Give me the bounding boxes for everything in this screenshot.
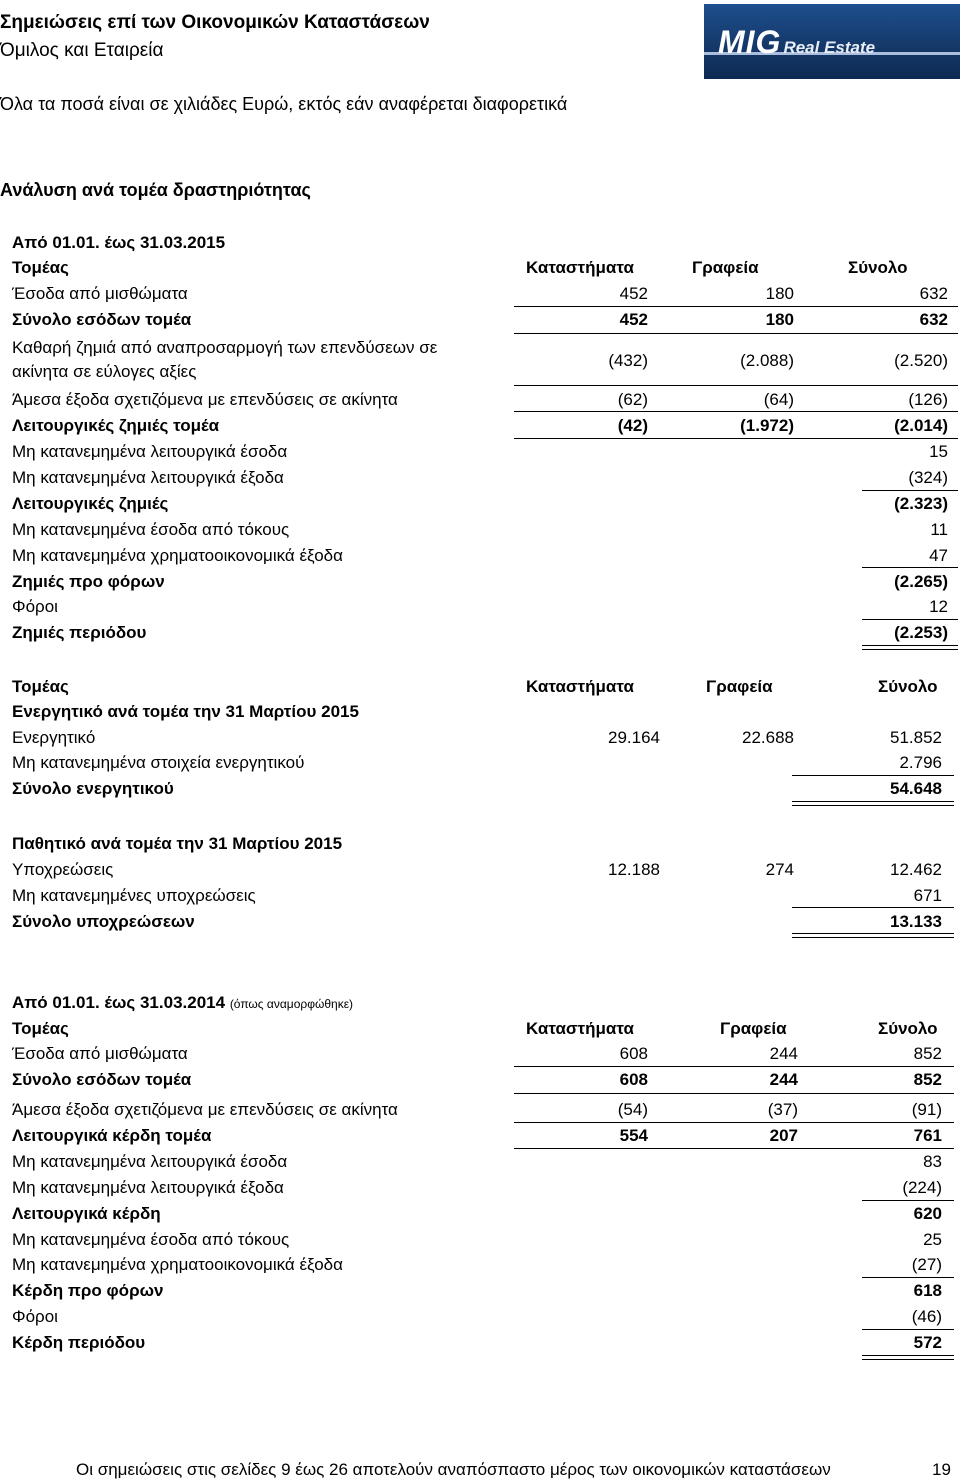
document-subtitle: Όμιλος και Εταιρεία: [0, 40, 164, 61]
assets-title-row: [12, 699, 958, 724]
rule: [514, 1093, 954, 1094]
row-label: Μη κατανεμημένα λειτουργικά έσοδα: [12, 442, 288, 461]
table-header-2014: [12, 1016, 958, 1041]
row-label: Φόροι: [12, 1307, 58, 1326]
document-title: Σημειώσεις επί των Οικονομικών Καταστάσεων: [0, 12, 430, 33]
table-row: [12, 883, 958, 908]
row-label: Άμεσα έξοδα σχετιζόμενα με επενδύσεις σε ακίνητα: [12, 1100, 398, 1119]
table-row: [12, 543, 958, 568]
table-row: [12, 307, 958, 332]
row-label: Καθαρή ζημιά από αναπροσαρμογή των επενδύσεων σε: [12, 338, 438, 357]
table-row: [12, 594, 958, 619]
table-row: [12, 1330, 958, 1355]
table-row: [12, 465, 958, 490]
value-stores: (432): [608, 351, 648, 370]
footer-note: Οι σημειώσεις στις σελίδες 9 έως 26 αποτελούν αναπόσπαστο μέρος των οικονομικών καταστάσεων: [76, 1460, 831, 1479]
row-label: Ζημιές περιόδου: [12, 623, 147, 642]
value-stores: 452: [619, 310, 648, 329]
period-2014-label: Από 01.01. έως 31.03.2014: [12, 993, 226, 1012]
logo-secondary: Real Estate: [783, 38, 876, 57]
value-total: (126): [908, 390, 948, 409]
value-total: (2.323): [894, 494, 948, 513]
row-label: Μη κατανεμημένα χρηματοοικονομικά έξοδα: [12, 1255, 343, 1274]
value-total: (2.520): [894, 351, 948, 370]
value-offices: (1.972): [740, 416, 794, 435]
currency-note: Όλα τα ποσά είναι σε χιλιάδες Ευρώ, εκτός εάν αναφέρεται διαφορετικά: [0, 94, 568, 114]
rule: [862, 567, 958, 568]
value-total: 83: [923, 1152, 942, 1171]
table-row: [12, 387, 958, 412]
value-total: (2.253): [894, 623, 948, 642]
row-label: Λειτουργικές ζημιές τομέα: [12, 416, 220, 435]
row-label: Μη κατανεμημένα λειτουργικά έξοδα: [12, 468, 284, 487]
value-offices: 244: [769, 1044, 798, 1063]
table-row: [12, 336, 958, 386]
value-total: (91): [911, 1100, 942, 1119]
header-total: Σύνολο: [878, 677, 938, 696]
double-rule: [862, 1355, 954, 1360]
row-label: Φόροι: [12, 597, 58, 616]
liabilities-title: Παθητικό ανά τομέα την 31 Μαρτίου 2015: [12, 834, 343, 853]
table-row: [12, 725, 958, 750]
table-row: [12, 1304, 958, 1329]
table-header-assets: [12, 674, 958, 699]
row-label: Λειτουργικά κέρδη τομέα: [12, 1126, 212, 1145]
value-offices: (64): [763, 390, 794, 409]
value-offices: (37): [767, 1100, 798, 1119]
table-row: [12, 1252, 958, 1277]
row-label: Λειτουργικά κέρδη: [12, 1204, 161, 1223]
mig-real-estate-logo: [704, 4, 960, 79]
value-total: 618: [913, 1281, 942, 1300]
value-total: 620: [913, 1204, 942, 1223]
row-label: Κέρδη περιόδου: [12, 1333, 146, 1352]
header-segment: Τομέας: [12, 677, 69, 696]
value-stores: 554: [619, 1126, 648, 1145]
value-stores: 608: [619, 1070, 648, 1089]
value-total: (27): [911, 1255, 942, 1274]
table-header-2015: [12, 255, 958, 280]
row-label: Μη κατανεμημένα έσοδα από τόκους: [12, 520, 290, 539]
value-offices: 180: [765, 310, 794, 329]
value-total: 13.133: [890, 912, 942, 931]
value-stores: 29.164: [608, 728, 660, 747]
value-offices: (2.088): [740, 351, 794, 370]
value-total: 852: [913, 1070, 942, 1089]
table-row: [12, 1278, 958, 1303]
value-stores: 608: [619, 1044, 648, 1063]
rule: [514, 385, 958, 386]
table-row: [12, 1149, 958, 1174]
period-2014-title: [12, 993, 353, 1013]
section-title: Ανάλυση ανά τομέα δραστηριότητας: [0, 180, 311, 200]
row-label: Λειτουργικές ζημιές: [12, 494, 169, 513]
table-row: [12, 491, 958, 516]
table-row: [12, 1227, 958, 1252]
row-label: Έσοδα από μισθώματα: [12, 284, 188, 303]
header-segment: Τομέας: [12, 258, 69, 277]
value-total: (324): [908, 468, 948, 487]
rule: [792, 907, 954, 908]
page-number: 19: [932, 1460, 951, 1479]
value-offices: 274: [765, 860, 794, 879]
row-label: Μη κατανεμημένες υποχρεώσεις: [12, 886, 256, 905]
header-total: Σύνολο: [848, 258, 908, 277]
value-total: 671: [913, 886, 942, 905]
row-label: Μη κατανεμημένα λειτουργικά έξοδα: [12, 1178, 284, 1197]
value-offices: 207: [769, 1126, 798, 1145]
table-row: [12, 909, 958, 934]
table-row: [12, 1175, 958, 1200]
value-total: (2.265): [894, 572, 948, 591]
double-rule: [792, 933, 954, 938]
value-offices: 180: [765, 284, 794, 303]
value-stores: (42): [617, 416, 648, 435]
period-2015-title: Από 01.01. έως 31.03.2015: [12, 233, 226, 252]
double-rule: [862, 645, 958, 650]
row-label: Ενεργητικό: [12, 728, 96, 747]
row-label: Έσοδα από μισθώματα: [12, 1044, 188, 1063]
value-total: 852: [913, 1044, 942, 1063]
table-row: [12, 857, 958, 882]
assets-title: Ενεργητικό ανά τομέα την 31 Μαρτίου 2015: [12, 702, 359, 721]
logo-text: [718, 24, 875, 61]
header-total: Σύνολο: [878, 1019, 938, 1038]
table-row: [12, 1041, 958, 1066]
value-total: 632: [919, 310, 948, 329]
row-label: Σύνολο ενεργητικού: [12, 779, 174, 798]
value-total: 12: [929, 597, 948, 616]
value-offices: 22.688: [742, 728, 794, 747]
header-segment: Τομέας: [12, 1019, 69, 1038]
value-total: 572: [913, 1333, 942, 1352]
row-label-continued: ακίνητα σε εύλογες αξίες: [12, 362, 197, 381]
header-stores: Καταστήματα: [526, 258, 634, 277]
value-total: 2.796: [899, 753, 942, 772]
double-rule: [792, 801, 954, 806]
table-row: [12, 281, 958, 306]
value-total: 25: [923, 1230, 942, 1249]
table-row: [12, 517, 958, 542]
rule: [514, 411, 958, 412]
value-stores: 452: [619, 284, 648, 303]
row-label: Ζημιές προ φόρων: [12, 572, 165, 591]
header-stores: Καταστήματα: [526, 677, 634, 696]
table-row: [12, 1097, 958, 1122]
header-offices: Γραφεία: [692, 258, 759, 277]
header-offices: Γραφεία: [706, 677, 773, 696]
value-total: 11: [930, 520, 948, 539]
value-stores: (62): [617, 390, 648, 409]
value-total: 761: [913, 1126, 942, 1145]
table-row: [12, 776, 958, 801]
period-2014-note: (όπως αναμορφώθηκε): [229, 997, 354, 1011]
row-label: Μη κατανεμημένα έσοδα από τόκους: [12, 1230, 290, 1249]
table-row: [12, 620, 958, 645]
table-row: [12, 1067, 958, 1092]
table-row: [12, 1201, 958, 1226]
value-offices: 244: [769, 1070, 798, 1089]
header-offices: Γραφεία: [720, 1019, 787, 1038]
row-label: Μη κατανεμημένα στοιχεία ενεργητικού: [12, 753, 305, 772]
table-row: [12, 750, 958, 775]
value-stores: 12.188: [608, 860, 660, 879]
value-total: (2.014): [894, 416, 948, 435]
value-total: 12.462: [890, 860, 942, 879]
value-total: 51.852: [890, 728, 942, 747]
row-label: Σύνολο υποχρεώσεων: [12, 912, 195, 931]
liabilities-title-row: [12, 831, 958, 856]
row-label: Σύνολο εσόδων τομέα: [12, 1070, 192, 1089]
row-label: Κέρδη προ φόρων: [12, 1281, 164, 1300]
row-label: Μη κατανεμημένα χρηματοοικονομικά έξοδα: [12, 546, 343, 565]
header-stores: Καταστήματα: [526, 1019, 634, 1038]
logo-main: MIG: [718, 24, 782, 60]
value-total: (224): [902, 1178, 942, 1197]
row-label: Σύνολο εσόδων τομέα: [12, 310, 192, 329]
rule: [514, 333, 958, 334]
row-label: Υποχρεώσεις: [12, 860, 114, 879]
value-total: (46): [911, 1307, 942, 1326]
value-stores: (54): [617, 1100, 648, 1119]
table-row: [12, 1123, 958, 1148]
row-label: Άμεσα έξοδα σχετιζόμενα με επενδύσεις σε ακίνητα: [12, 390, 398, 409]
table-row: [12, 569, 958, 594]
table-row: [12, 413, 958, 438]
row-label: Μη κατανεμημένα λειτουργικά έσοδα: [12, 1152, 288, 1171]
value-total: 632: [919, 284, 948, 303]
value-total: 54.648: [890, 779, 942, 798]
value-total: 15: [929, 442, 948, 461]
table-row: [12, 439, 958, 464]
value-total: 47: [929, 546, 948, 565]
